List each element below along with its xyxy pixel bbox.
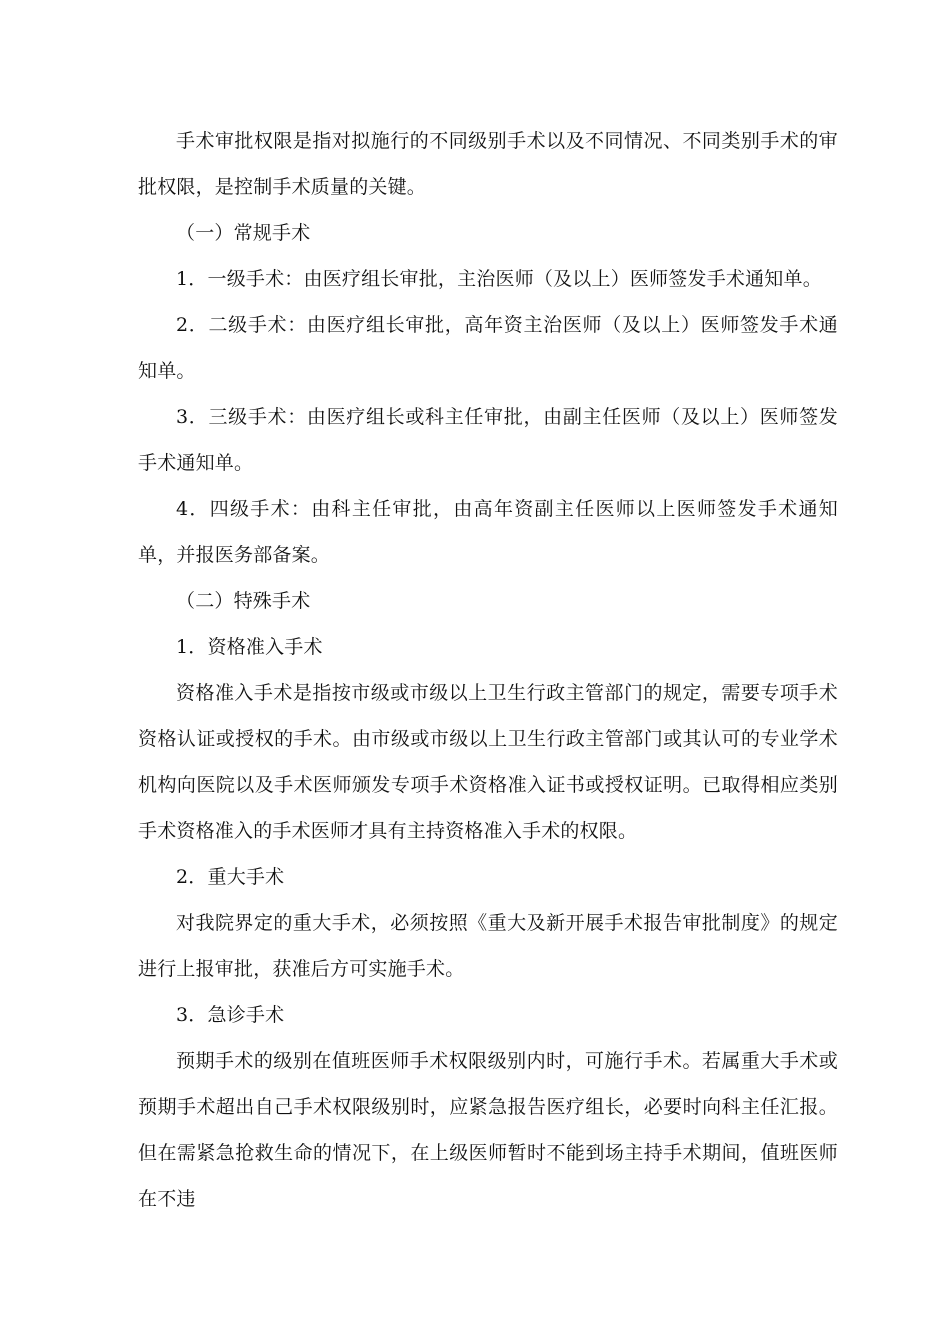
section-heading-special-surgery: （二）特殊手术: [176, 590, 311, 612]
list-item-level-3: 3．三级手术：由医疗组长或科主任审批，由副主任医师（及以上）医师签发手术通知单。: [138, 406, 838, 474]
subheading-major-surgery: 2．重大手术: [176, 866, 285, 888]
intro-paragraph: 手术审批权限是指对拟施行的不同级别手术以及不同情况、不同类别手术的审批权限，是控制手术质量的关键。: [138, 130, 838, 198]
list-item-level-4: 4．四级手术：由科主任审批，由高年资副主任医师以上医师签发手术通知单，并报医务部备案。: [138, 498, 838, 566]
paragraph-qualification-access: 资格准入手术是指按市级或市级以上卫生行政主管部门的规定，需要专项手术资格认证或授权的手术。由市级或市级以上卫生行政主管部门或其认可的专业学术机构向医院以及手术医师颁发专项手术资格准入证书或授权证明。已取得相应类别手术资格准入的手术医师才具有主持资格准入手术的权限。: [138, 682, 838, 842]
document-body: [138, 118, 838, 1222]
subheading-qualification-access: 1．资格准入手术: [176, 636, 323, 658]
list-item-level-2: 2．二级手术：由医疗组长审批，高年资主治医师（及以上）医师签发手术通知单。: [138, 314, 838, 382]
list-item-level-1: 1．一级手术：由医疗组长审批，主治医师（及以上）医师签发手术通知单。: [176, 268, 822, 290]
paragraph-emergency-surgery: 预期手术的级别在值班医师手术权限级别内时，可施行手术。若属重大手术或预期手术超出自己手术权限级别时，应紧急报告医疗组长，必要时向科主任汇报。但在需紧急抢救生命的情况下，在上级医师暂时不能到场主持手术期间，值班医师在不违: [138, 1050, 838, 1210]
paragraph-major-surgery: 对我院界定的重大手术，必须按照《重大及新开展手术报告审批制度》的规定进行上报审批，获准后方可实施手术。: [138, 912, 838, 980]
section-heading-routine-surgery: （一）常规手术: [176, 222, 311, 244]
subheading-emergency-surgery: 3．急诊手术: [176, 1004, 285, 1026]
